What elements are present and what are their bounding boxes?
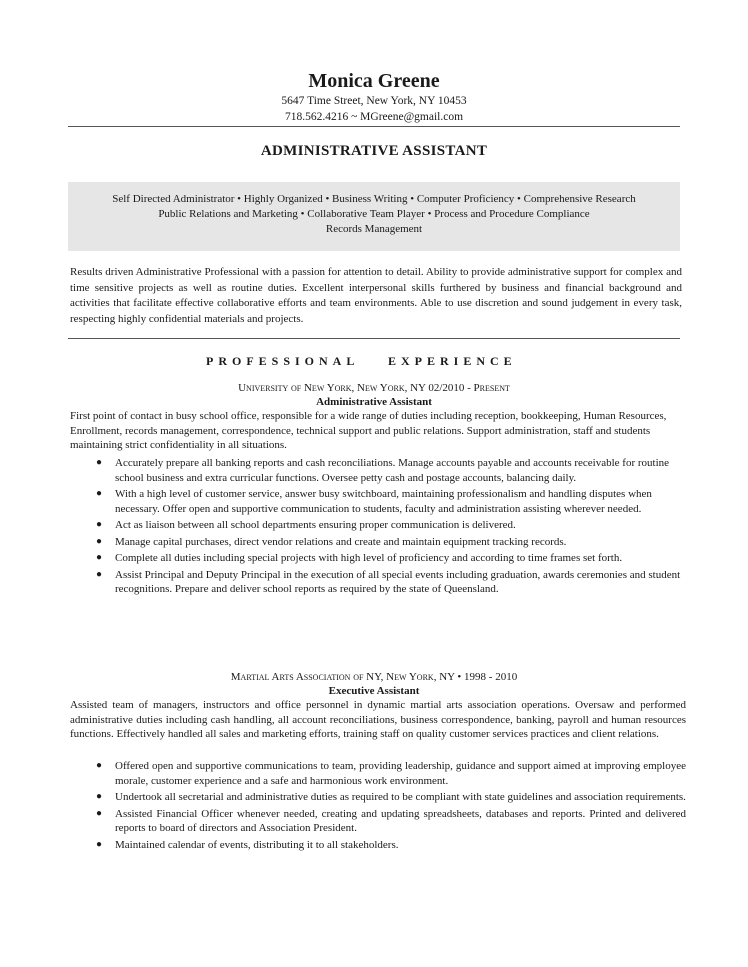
skills-line-2: Public Relations and Marketing • Collaborative Team Player • Process and Procedure Compliance [158,208,590,220]
bullet-text: Act as liaison between all school departments ensuring proper communication is delivered. [115,519,516,531]
job-1-description: First point of contact in busy school office, responsible for a wide range of duties including reception, bookkeeping, Human Resources, Enrollment, records management, correspondence, technical support and public relations. Support administration, staff and students maintaining strict confidentiality in all situations. [70,410,667,451]
summary-divider [68,338,680,339]
list-item [70,759,686,788]
bullet-text: Assist Principal and Deputy Principal in the execution of all special events including graduation, awards ceremonies and student recognitions. Prepare and deliver school reports as required by the state of Queensland. [115,568,681,595]
bullet-icon: ● [96,552,103,563]
bullet-icon: ● [96,488,103,499]
candidate-name: Monica Greene [308,70,440,92]
bullet-icon: ● [96,535,103,547]
bullet-text: Assisted Financial Officer whenever needed, creating and updating spreadsheets, databases and reports. Printed and delivered reports to board of directors and Association President. [115,807,686,834]
skills-box [68,182,680,251]
job-1-role: Administrative Assistant [316,396,432,408]
job-1-bullet-list [70,456,686,599]
bullet-text: With a high level of customer service, answer busy switchboard, maintaining professionalism and handling disputes when necessary. Offer open and supportive communication to students, faculty and administration assisting wherever needed. [115,488,652,515]
job-1-organization: University of New York, New York, NY 02/2010 - Present [238,382,510,394]
bullet-icon: ● [96,457,103,468]
bullet-icon: ● [96,791,103,802]
contact-line: 718.562.4216 ~ MGreene@gmail.com [284,111,464,123]
bullet-text: Undertook all secretarial and administrative duties as required to be compliant with state guidelines and association requirements. [115,791,686,803]
list-item [70,568,686,597]
list-item [70,551,686,566]
job-2-organization: Martial Arts Association of NY, New York, NY • 1998 - 2010 [230,671,518,683]
list-item [70,487,686,516]
bullet-icon: ● [96,568,103,580]
list-item [70,535,686,550]
bullet-icon: ● [96,838,103,850]
bullet-text: Complete all duties including special projects with high level of proficiency and according to time frames set forth. [115,552,623,564]
list-item [70,456,686,485]
bullet-text: Accurately prepare all banking reports and cash reconciliations. Manage accounts payable and accounts receivable for routine school business and extra curricular functions. Oversee petty cash and postage accounts, balancing daily. [115,457,670,484]
bullet-icon: ● [96,519,103,530]
header-divider [68,126,680,127]
skills-line-3: Records Management [325,223,423,235]
address-line: 5647 Time Street, New York, NY 10453 [281,95,467,107]
job-2-description: Assisted team of managers, instructors and office personnel in dynamic martial arts association operations. Oversaw and performed administrative duties including cash handling, all account reconciliations, business correspondence, banking, payroll and human resources functions. Effectively handled all sales and marketing efforts, training staff on quality customer services practices and client relations. [70,699,686,740]
list-item [70,518,686,533]
bullet-text: Offered open and supportive communications to team, providing leadership, guidance and support aimed at improving employee morale, customer experience and a safe and harmonious work environment. [115,760,686,787]
list-item [70,838,686,853]
bullet-icon: ● [96,760,103,771]
summary-paragraph: Results driven Administrative Professional with a passion for attention to detail. Ability to provide administrative support for complex and time sensitive projects as well as routine duties. Excellent interpersonal skills furthered by business and financial background and activities that facilitate effective collaborative efforts and team environments. Able to use discretion and sound judgement in every task, respecting highly confidential materials and projects. [70,266,682,325]
list-item [70,807,686,836]
experience-heading-left: PROFESSIONAL [206,354,360,368]
bullet-icon: ● [96,807,103,819]
skills-line-1: Self Directed Administrator • Highly Organized • Business Writing • Computer Proficiency • Comprehensive Research [112,193,636,205]
bullet-text: Maintained calendar of events, distributing it to all stakeholders. [115,838,399,851]
bullet-text: Manage capital purchases, direct vendor relations and create and maintain equipment tracking records. [115,535,567,548]
resume-title: ADMINISTRATIVE ASSISTANT [260,143,488,159]
job-2-bullet-list [70,759,686,854]
job-2-role: Executive Assistant [328,685,420,697]
list-item [70,790,686,805]
experience-heading-right: EXPERIENCE [388,354,517,368]
